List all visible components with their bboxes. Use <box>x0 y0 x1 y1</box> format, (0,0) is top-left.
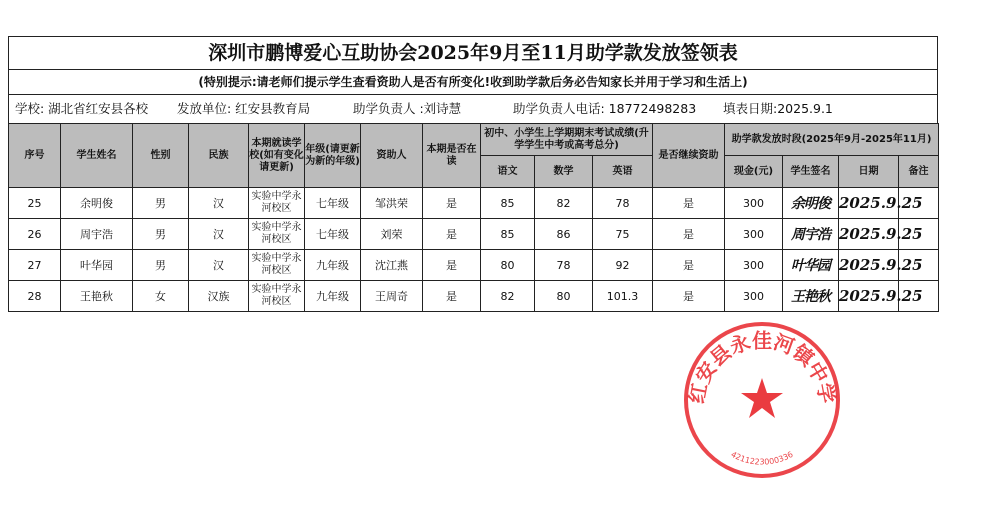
cell-school: 实验中学永河校区 <box>249 219 305 250</box>
cell-signature: 周宇浩 <box>783 219 839 250</box>
cell-school: 实验中学永河校区 <box>249 188 305 219</box>
cell-ethnicity: 汉 <box>189 188 249 219</box>
info-school: 学校: 湖北省红安县各校 <box>15 101 149 116</box>
cell-math: 78 <box>535 250 593 281</box>
cell-cash: 300 <box>725 219 783 250</box>
header-signature: 学生签名 <box>783 156 839 188</box>
cell-chinese: 82 <box>481 281 535 312</box>
cell-signature: 叶华园 <box>783 250 839 281</box>
cell-grade: 七年级 <box>305 219 361 250</box>
cell-math: 86 <box>535 219 593 250</box>
cell-enrolled: 是 <box>423 188 481 219</box>
cell-ethnicity: 汉族 <box>189 281 249 312</box>
cell-continue: 是 <box>653 188 725 219</box>
special-notice: (特别提示:请老师们提示学生查看资助人是否有所变化!收到助学款后务必告知家长并用于学习和生活上) <box>8 69 938 95</box>
info-issuer: 发放单位: 红安县教育局 <box>177 101 311 116</box>
cell-name: 周宇浩 <box>61 219 133 250</box>
cell-gender: 男 <box>133 219 189 250</box>
cell-cash: 300 <box>725 250 783 281</box>
header-enrolled: 本期是否在读 <box>423 124 481 188</box>
cell-ethnicity: 汉 <box>189 219 249 250</box>
table-row <box>9 250 939 281</box>
official-seal-stamp <box>682 320 842 480</box>
cell-english: 75 <box>593 219 653 250</box>
cell-seq: 28 <box>9 281 61 312</box>
cell-enrolled: 是 <box>423 250 481 281</box>
header-payment-group: 助学款发放时段(2025年9月-2025年11月) <box>725 124 939 156</box>
header-english: 英语 <box>593 156 653 188</box>
cell-sponsor: 刘荣 <box>361 219 423 250</box>
form-sheet <box>8 36 938 312</box>
cell-date: 2025.9.25 <box>839 219 899 250</box>
header-cash: 现金(元) <box>725 156 783 188</box>
cell-grade: 九年级 <box>305 250 361 281</box>
cell-chinese: 80 <box>481 250 535 281</box>
table-row <box>9 219 939 250</box>
header-remark: 备注 <box>899 156 939 188</box>
cell-enrolled: 是 <box>423 219 481 250</box>
cell-seq: 27 <box>9 250 61 281</box>
cell-gender: 女 <box>133 281 189 312</box>
header-sponsor: 资助人 <box>361 124 423 188</box>
cell-signature: 王艳秋 <box>783 281 839 312</box>
disbursement-table <box>8 123 939 312</box>
cell-name: 王艳秋 <box>61 281 133 312</box>
cell-date: 2025.9.25 <box>839 188 899 219</box>
cell-cash: 300 <box>725 281 783 312</box>
cell-english: 92 <box>593 250 653 281</box>
cell-continue: 是 <box>653 250 725 281</box>
seal-text: 红安县永佳河镇中学 <box>684 328 840 406</box>
cell-date: 2025.9.25 <box>839 281 899 312</box>
header-continue: 是否继续资助 <box>653 124 725 188</box>
header-math: 数学 <box>535 156 593 188</box>
header-ethnicity: 民族 <box>189 124 249 188</box>
cell-grade: 七年级 <box>305 188 361 219</box>
cell-math: 82 <box>535 188 593 219</box>
header-chinese: 语文 <box>481 156 535 188</box>
cell-sponsor: 王周奇 <box>361 281 423 312</box>
info-line <box>8 95 938 123</box>
cell-school: 实验中学永河校区 <box>249 250 305 281</box>
header-scores-group: 初中、小学生上学期期末考试成绩(升学学生中考或高考总分) <box>481 124 653 156</box>
header-name: 学生姓名 <box>61 124 133 188</box>
cell-chinese: 85 <box>481 219 535 250</box>
cell-continue: 是 <box>653 219 725 250</box>
cell-seq: 26 <box>9 219 61 250</box>
seal-code: 4211223000336 <box>729 449 795 467</box>
form-title: 深圳市鹏博爱心互助协会2025年9月至11月助学款发放签领表 <box>8 36 938 69</box>
header-seq: 序号 <box>9 124 61 188</box>
table-row <box>9 188 939 219</box>
cell-chinese: 85 <box>481 188 535 219</box>
cell-name: 叶华园 <box>61 250 133 281</box>
cell-sponsor: 邹洪荣 <box>361 188 423 219</box>
header-school: 本期就读学校(如有变化请更新) <box>249 124 305 188</box>
info-manager: 助学负责人 :刘诗慧 <box>353 101 462 116</box>
header-gender: 性别 <box>133 124 189 188</box>
cell-seq: 25 <box>9 188 61 219</box>
cell-math: 80 <box>535 281 593 312</box>
cell-school: 实验中学永河校区 <box>249 281 305 312</box>
header-grade: 年级(请更新为新的年级) <box>305 124 361 188</box>
cell-gender: 男 <box>133 188 189 219</box>
header-date: 日期 <box>839 156 899 188</box>
cell-gender: 男 <box>133 250 189 281</box>
cell-enrolled: 是 <box>423 281 481 312</box>
cell-english: 78 <box>593 188 653 219</box>
cell-signature: 余明俊 <box>783 188 839 219</box>
info-phone: 助学负责人电话: 18772498283 <box>513 101 697 116</box>
cell-sponsor: 沈江燕 <box>361 250 423 281</box>
cell-name: 余明俊 <box>61 188 133 219</box>
cell-grade: 九年级 <box>305 281 361 312</box>
cell-english: 101.3 <box>593 281 653 312</box>
cell-continue: 是 <box>653 281 725 312</box>
cell-ethnicity: 汉 <box>189 250 249 281</box>
table-row <box>9 281 939 312</box>
info-date: 填表日期:2025.9.1 <box>723 101 833 116</box>
cell-cash: 300 <box>725 188 783 219</box>
cell-date: 2025.9.25 <box>839 250 899 281</box>
star-icon <box>741 378 783 418</box>
